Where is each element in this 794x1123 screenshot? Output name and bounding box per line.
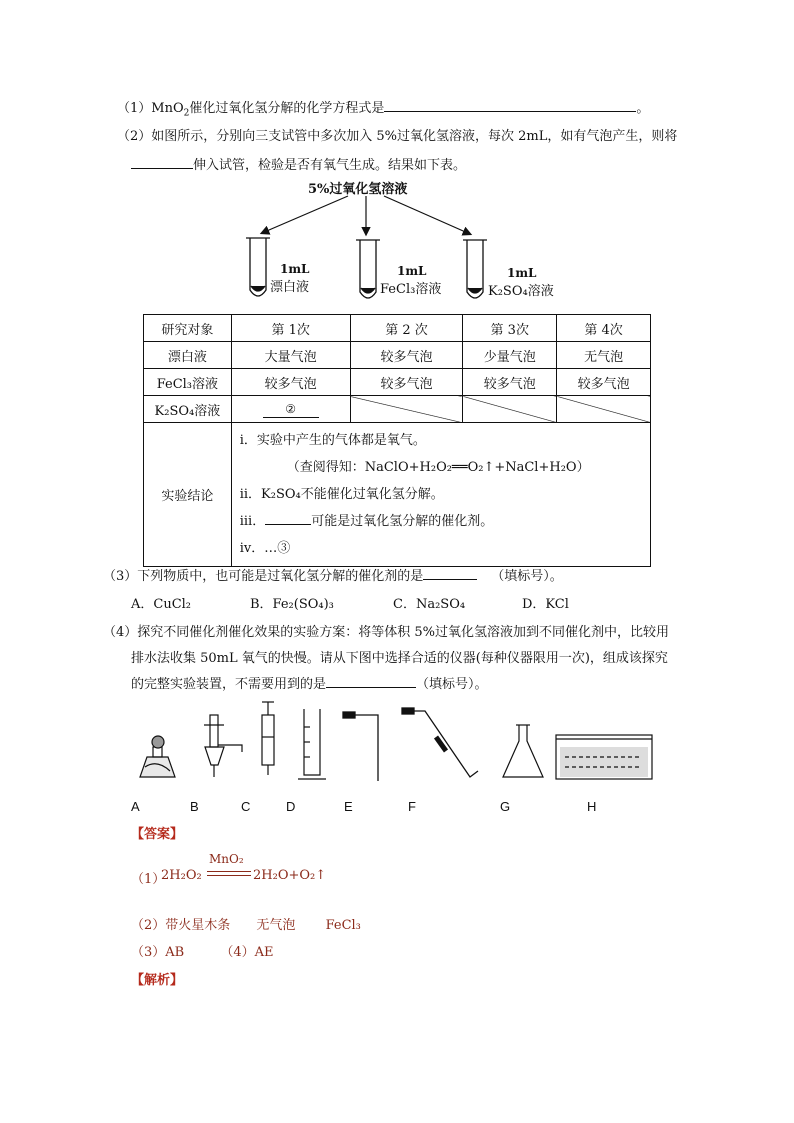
- table-cell: 较多气泡: [350, 369, 463, 396]
- apparatus-label: F: [408, 799, 416, 814]
- equation-condition: MnO₂: [209, 852, 244, 866]
- water-trough-icon: [556, 735, 652, 779]
- q1-line: （1）MnO$_2$催化过氧化氢分解的化学方程式是 。: [117, 101, 650, 119]
- tube1-vol: 1mL: [280, 262, 310, 276]
- answer-2: （2）带火星木条 无气泡 FeCl₃: [131, 918, 361, 933]
- diagonal-cell: [557, 396, 651, 423]
- table-cell: 大量气泡: [231, 342, 350, 369]
- table-row: [144, 396, 651, 423]
- q4-line1: （4）探究不同催化剂催化效果的实验方案：将等体积 5%过氧化氢溶液加到不同催化剂中，比较用: [103, 625, 670, 640]
- test-tube-1: [246, 238, 270, 296]
- q2-line2: 伸入试管，检验是否有氧气生成。结果如下表。: [131, 154, 466, 173]
- q3-option: A．CuCl₂: [131, 597, 192, 612]
- conclusion-label: 实验结论: [144, 423, 232, 567]
- syringe-icon: [262, 702, 274, 775]
- apparatus-figure: [0, 697, 794, 797]
- equation-reactant: 2H₂O₂: [161, 868, 202, 883]
- table-cell: 较多气泡: [350, 342, 463, 369]
- tube1-name: 漂白液: [270, 280, 310, 295]
- equation-equals-icon: [207, 871, 251, 876]
- apparatus-label: B: [190, 799, 199, 814]
- bent-tube-icon: [402, 708, 478, 777]
- table-cell: 较多气泡: [463, 369, 557, 396]
- tube3-vol: 1mL: [507, 266, 537, 280]
- separatory-funnel-icon: [204, 715, 242, 777]
- table-header: 研究对象: [144, 315, 232, 342]
- table-cell: FeCl₃溶液: [144, 369, 232, 396]
- test-tube-3: [463, 240, 487, 298]
- apparatus-label: C: [241, 799, 251, 814]
- test-tube-2: [356, 240, 380, 298]
- table-cell: 漂白液: [144, 342, 232, 369]
- analysis-header: 【解析】: [131, 973, 184, 988]
- apparatus-label: A: [131, 799, 140, 814]
- table-cell: 较多气泡: [557, 369, 651, 396]
- table-header: 第 1次: [231, 315, 350, 342]
- conical-flask-icon: [503, 725, 543, 777]
- table-header-row: [144, 315, 651, 342]
- q4-line2: 排水法收集 50mL 氧气的快慢。请从下图中选择合适的仪器(每种仪器限用一次)，组成该探究: [131, 651, 668, 666]
- answer-3-4: （3）AB （4）AE: [131, 945, 274, 960]
- q3-line: （3）下列物质中，也可能是过氧化氢分解的催化剂的是 （填标号）。: [103, 569, 563, 584]
- apparatus-label: H: [587, 799, 597, 814]
- q3-option: B．Fe₂(SO₄)₃: [250, 597, 334, 612]
- table-cell: K₂SO₄溶液: [144, 396, 232, 423]
- tube2-vol: 1mL: [397, 264, 427, 278]
- tube2-name: FeCl₃溶液: [380, 282, 442, 297]
- results-table: [143, 314, 651, 567]
- answer-1: （1） 2H₂O₂ MnO₂ 2H₂O+O₂↑: [131, 852, 327, 887]
- conclusion-cell: i．实验中产生的气体都是氧气。 （查阅得知：NaClO+H₂O₂══O₂↑+NaCl+H₂O） ii．K₂SO₄不能催化过氧化氢分解。 iii． 可能是过氧化氢分解的催化剂。 iv．…③: [231, 423, 650, 567]
- table-cell: 少量气泡: [463, 342, 557, 369]
- graduated-cylinder-icon: [298, 709, 326, 779]
- answer-header: 【答案】: [131, 827, 184, 842]
- right-angle-tube-icon: [343, 712, 378, 781]
- alcohol-lamp-icon: [140, 736, 175, 777]
- tube3-name: K₂SO₄溶液: [488, 284, 554, 299]
- apparatus-label: D: [286, 799, 296, 814]
- table-cell: 无气泡: [557, 342, 651, 369]
- table-header: 第 4次: [557, 315, 651, 342]
- table-header: 第 2 次: [350, 315, 463, 342]
- q2-line1: （2）如图所示，分别向三支试管中多次加入 5%过氧化氢溶液，每次 2mL，如有气泡产生，则将: [117, 129, 678, 144]
- apparatus-label: E: [344, 799, 353, 814]
- table-cell: 较多气泡: [231, 369, 350, 396]
- conclusion-iii-blank[interactable]: [265, 524, 311, 525]
- k2so4-blank-cell[interactable]: [231, 396, 350, 423]
- equation-product: 2H₂O+O₂↑: [253, 868, 327, 883]
- k2so4-mark: ②: [263, 401, 319, 418]
- table-row: [144, 423, 651, 567]
- q3-answer-blank[interactable]: [423, 579, 477, 580]
- table-row: [144, 342, 651, 369]
- table-header: 第 3次: [463, 315, 557, 342]
- q3-option: C．Na₂SO₄: [393, 597, 466, 612]
- table-row: [144, 369, 651, 396]
- q4-line3: 的完整实验装置，不需要用到的是 （填标号）。: [131, 677, 488, 692]
- q3-option: D．KCl: [522, 597, 569, 612]
- diagonal-cell: [350, 396, 463, 423]
- apparatus-label: G: [500, 799, 511, 814]
- figure-top-label: 5%过氧化氢溶液: [308, 182, 408, 197]
- q4-answer-blank[interactable]: [326, 687, 416, 688]
- diagonal-cell: [463, 396, 557, 423]
